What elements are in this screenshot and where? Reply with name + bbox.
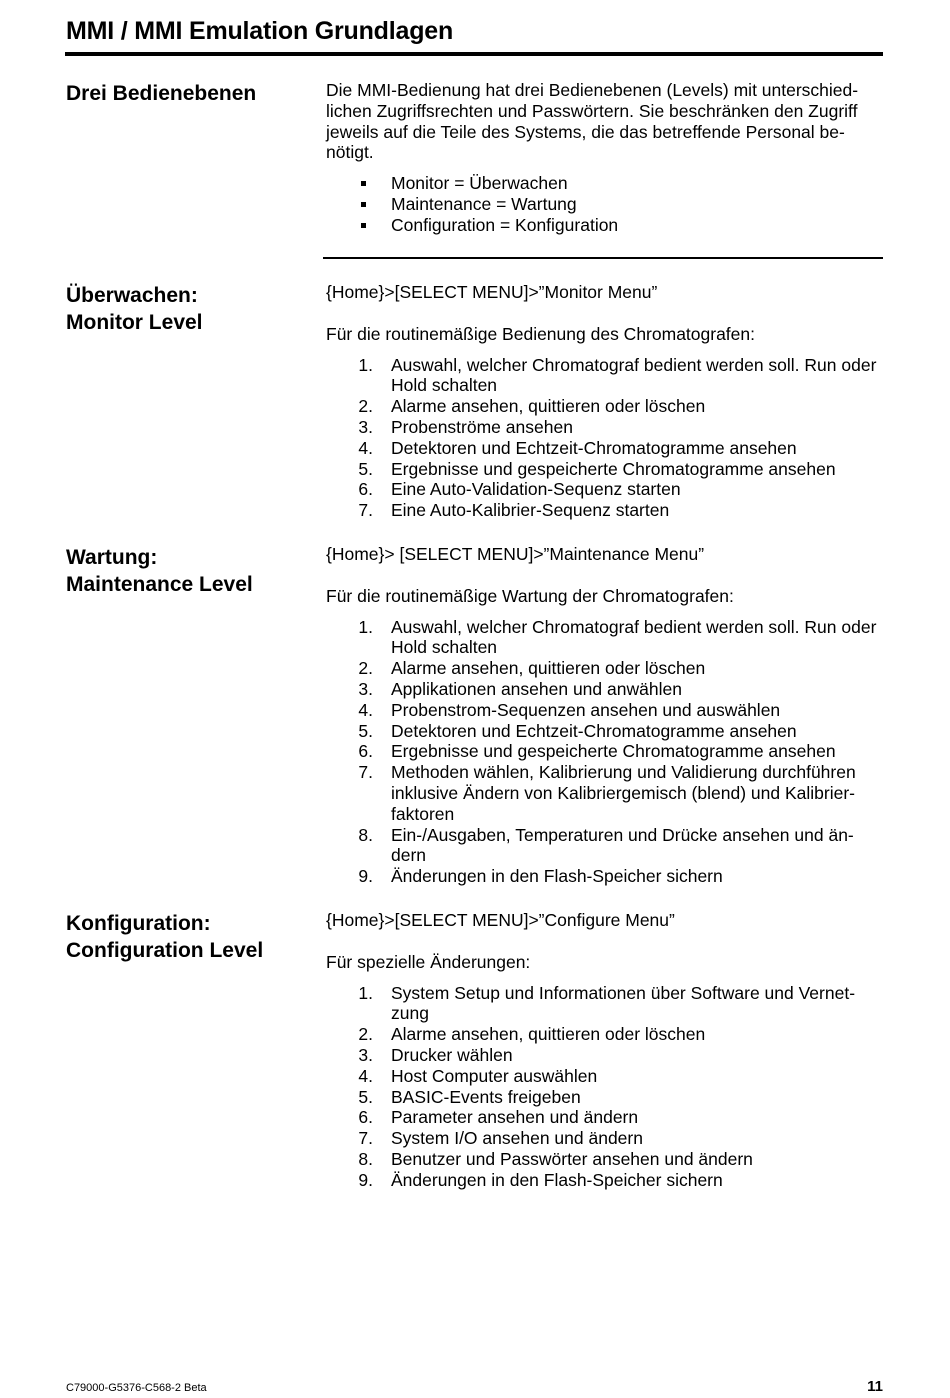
menu-path: {Home}>[SELECT MENU]>”Configure Menu” (326, 910, 675, 930)
list-item (326, 1087, 882, 1108)
list-text: Detektoren und Echtzeit-Chromatogramme ansehen (391, 720, 797, 741)
list-number: 5. (358, 720, 373, 741)
list-text: Ein-/Ausgaben, Temperaturen und Drücke ansehen und än-dern (391, 824, 854, 866)
list-number: 4. (358, 437, 373, 458)
list-text: Eine Auto-Validation-Sequenz starten (391, 479, 681, 500)
list-number: 3. (358, 416, 373, 437)
list-number: 3. (358, 1044, 373, 1065)
section-heading (66, 910, 306, 964)
list-number: 7. (358, 1128, 373, 1149)
list-number: 7. (358, 500, 373, 521)
list-text: Auswahl, welcher Chromatograf bedient werden soll. Run oder Hold schalten (391, 354, 877, 396)
list-text: Änderungen in den Flash-Speicher sichern (391, 1169, 723, 1190)
list-item (326, 479, 882, 500)
list-number: 8. (358, 1148, 373, 1169)
list-item (326, 1128, 882, 1149)
list-number: 1. (358, 616, 373, 637)
menu-path: {Home}> [SELECT MENU]>”Maintenance Menu” (326, 544, 705, 564)
list-item (326, 459, 882, 480)
list-item (326, 1045, 882, 1066)
list-text: Host Computer auswählen (391, 1065, 598, 1086)
heading-line: Konfiguration: (66, 912, 211, 935)
list-number: 2. (358, 1024, 373, 1045)
list-item: Configuration = Konfiguration (326, 215, 882, 236)
title-divider (65, 52, 883, 56)
section-intro: Für die routinemäßige Bedienung des Chromatografen: (326, 323, 755, 344)
section-heading (66, 80, 306, 107)
section-divider (323, 257, 883, 259)
list-item (326, 1107, 882, 1128)
list-text: Drucker wählen (391, 1044, 513, 1065)
list-text: Probenstrom-Sequenzen ansehen und auswählen (391, 699, 781, 720)
list-item (326, 500, 882, 521)
list-item (326, 355, 882, 397)
section-body (326, 282, 882, 521)
heading-line: Configuration Level (66, 939, 264, 962)
list-item (326, 617, 882, 659)
list-item (326, 741, 882, 762)
list-item (326, 417, 882, 438)
list-number: 4. (358, 699, 373, 720)
list-text: Probenströme ansehen (391, 416, 573, 437)
list-text: Parameter ansehen und ändern (391, 1107, 639, 1128)
heading-line: Wartung: (66, 546, 158, 569)
list-item (326, 866, 882, 887)
list-text: Eine Auto-Kalibrier-Sequenz starten (391, 500, 670, 521)
list-item (326, 658, 882, 679)
heading-line: Überwachen: (66, 284, 198, 307)
list-number: 5. (358, 1086, 373, 1107)
list-text: Methoden wählen, Kalibrierung und Validierung durchführen inklusive Ändern von Kalibriergemisch (blend) und Kalibrier-faktoren (391, 762, 856, 824)
section-body (326, 544, 882, 887)
list-number: 3. (358, 678, 373, 699)
list-text: Auswahl, welcher Chromatograf bedient werden soll. Run oder Hold schalten (391, 616, 877, 658)
list-item (326, 438, 882, 459)
page-number: 11 (867, 1378, 883, 1395)
section-heading (66, 282, 306, 336)
section-body (326, 910, 882, 1191)
list-text: Detektoren und Echtzeit-Chromatogramme ansehen (391, 437, 797, 458)
list-item (326, 679, 882, 700)
list-text: System Setup und Informationen über Software und Vernet-zung (391, 982, 856, 1024)
list-number: 4. (358, 1065, 373, 1086)
list-item (326, 1149, 882, 1170)
list-number: 8. (358, 824, 373, 845)
heading-line: Maintenance Level (66, 573, 253, 596)
list-number: 5. (358, 458, 373, 479)
maintenance-list (326, 617, 882, 887)
heading-line: Monitor Level (66, 311, 203, 334)
list-text: System I/O ansehen und ändern (391, 1128, 643, 1149)
list-text: BASIC-Events freigeben (391, 1086, 581, 1107)
list-text: Ergebnisse und gespeicherte Chromatogramme ansehen (391, 458, 836, 479)
section-intro: Für die routinemäßige Wartung der Chromatografen: (326, 585, 734, 606)
list-number: 6. (358, 1107, 373, 1128)
list-text: Alarme ansehen, quittieren oder löschen (391, 658, 706, 679)
list-number: 9. (358, 1169, 373, 1190)
list-number: 9. (358, 866, 373, 887)
page-title: MMI / MMI Emulation Grundlagen (66, 17, 454, 45)
list-text: Applikationen ansehen und anwählen (391, 678, 682, 699)
list-item (326, 396, 882, 417)
section-heading (66, 544, 306, 598)
configuration-list (326, 983, 882, 1191)
list-number: 1. (358, 354, 373, 375)
list-number: 1. (358, 982, 373, 1003)
list-number: 2. (358, 658, 373, 679)
list-text: Ergebnisse und gespeicherte Chromatogramme ansehen (391, 741, 836, 762)
list-item (326, 721, 882, 742)
list-text: Benutzer und Passwörter ansehen und ändern (391, 1148, 753, 1169)
list-item: Maintenance = Wartung (326, 194, 882, 215)
section-intro: Für spezielle Änderungen: (326, 951, 531, 972)
section-body (326, 80, 882, 236)
heading-line: Drei Bedienebenen (66, 82, 257, 105)
list-item (326, 1066, 882, 1087)
list-text: Alarme ansehen, quittieren oder löschen (391, 1024, 706, 1045)
list-text: Änderungen in den Flash-Speicher sichern (391, 866, 723, 887)
document-code: C79000-G5376-C568-2 Beta (66, 1382, 207, 1394)
list-number: 6. (358, 741, 373, 762)
list-number: 7. (358, 762, 373, 783)
list-item (326, 983, 882, 1025)
list-item (326, 700, 882, 721)
list-item (326, 825, 882, 867)
list-item: Monitor = Überwachen (326, 173, 882, 194)
list-number: 6. (358, 479, 373, 500)
monitor-list (326, 355, 882, 521)
list-item (326, 1170, 882, 1191)
levels-bullet-list (326, 173, 882, 235)
levels-intro: Die MMI-Bedienung hat drei Bedienebenen (Levels) mit unterschied-lichen Zugriffsrechten und Passwörtern. Sie beschränken den Zugriff jeweils auf die Teile des Systems, die das betreffende Personal be-nötigt. (326, 80, 859, 163)
list-number: 2. (358, 396, 373, 417)
menu-path: {Home}>[SELECT MENU]>”Monitor Menu” (326, 282, 658, 302)
list-item (326, 1024, 882, 1045)
list-text: Alarme ansehen, quittieren oder löschen (391, 396, 706, 417)
list-item (326, 762, 882, 824)
